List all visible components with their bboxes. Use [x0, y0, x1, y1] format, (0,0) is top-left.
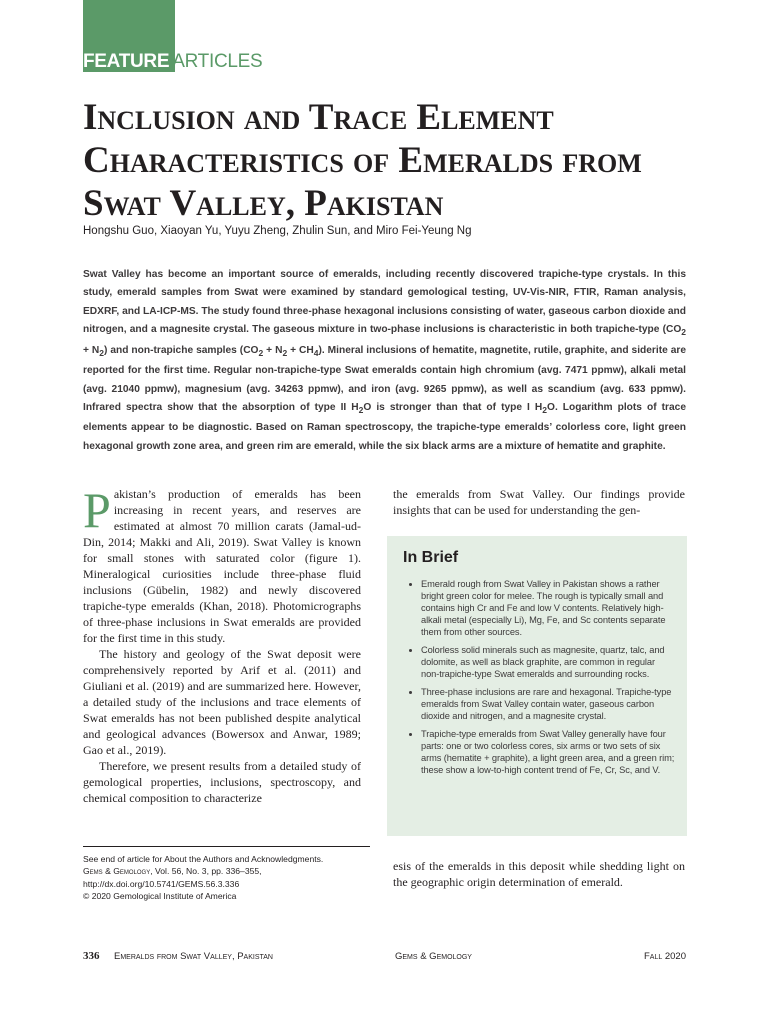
in-brief-item: • Emerald rough from Swat Valley in Pakistan shows a rather bright green color for melee. The rough is typically small and contains high Cr and Fe and low V contents. Relatively high-alkali metal (especially Li), Mg, Fe, and Sc contents separate them from other sources. [421, 578, 675, 638]
page-footer [83, 950, 686, 964]
body-paragraph: The history and geology of the Swat deposit were comprehensively reported by Arif et al. (2011) and Giuliani et al. (2019) and are summarized here. However, a detailed study of the inclusions and trace elements of Swat emeralds has not been published despite analytical and geological advances (Bowersox and Anwar, 1989; Gao et al., 2019). [83, 647, 361, 757]
body-column-right-top: the emeralds from Swat Valley. Our findings provide insights that can be used for understanding the gen- [393, 487, 685, 517]
body-column-left [83, 482, 361, 806]
in-brief-item: • Colorless solid minerals such as magnesite, quartz, talc, and dolomite, as well as black graphite, are common in regular non-trapiche-type Swat emeralds and surrounding rocks. [421, 644, 675, 680]
issue-season: Fall 2020 [643, 951, 686, 962]
drop-cap: P [83, 482, 111, 538]
footnotes [83, 853, 373, 903]
footnote-doi-link[interactable]: http://dx.doi.org/10.5741/GEMS.56.3.336 [83, 878, 240, 889]
in-brief-item: • Three-phase inclusions are rare and hexagonal. Trapiche-type emeralds from Swat Valley contain water, gaseous carbon dioxide and nitrogen, and a magnesite crystal. [421, 686, 675, 722]
in-brief-list [403, 578, 675, 776]
footnote-copyright: © 2020 Gemological Institute of America [83, 891, 237, 902]
body-paragraph: Therefore, we present results from a detailed study of gemological properties, inclusions, spectroscopy, and chemical composition to characterize [83, 759, 361, 805]
section-label-feature: FEATURE [83, 51, 170, 72]
in-brief-heading: In Brief [403, 549, 459, 566]
page-number: 336 [83, 950, 100, 962]
article-title: Inclusion and Trace Element Characteristics of Emeralds from Swat Valley, Pakistan [83, 97, 642, 224]
in-brief-box [387, 536, 687, 836]
article-authors: Hongshu Guo, Xiaoyan Yu, Yuyu Zheng, Zhulin Sun, and Miro Fei-Yeung Ng [83, 225, 472, 237]
section-label [83, 51, 262, 73]
abstract: Swat Valley has become an important source of emeralds, including recently discovered trapiche-type crystals. In this study, emerald samples from Swat were examined by standard gemological testing, UV-Vis-NIR, FTIR, Raman analysis, EDXRF, and LA-ICP-MS. The study found three-phase hexagonal inclusions consisting of water, gaseous carbon dioxide and nitrogen, and a magnesite crystal. The gaseous mixture in two-phase inclusions is characteristic in both trapiche-type $(CO_2 + N_2)$ and non-trapiche samples $(CO_2 + N_2 + CH_4)$. Mineral inclusions of hematite, magnetite, rutile, graphite, and siderite are reported for the first time. Regular non-trapiche-type Swat emeralds contain high chromium (avg. 7471 ppmw), alkali metal (avg. 21040 ppmw), magnesium (avg. 34263 ppmw), and iron (avg. 9265 ppmw), as well as scandium (avg. 633 ppmw). Infrared spectra show that the absorption of type II $H_2O$ is stronger than that of type I $H_2O$. Logarithm plots of trace elements appear to be diagnostic. Based on Raman spectroscopy, the trapiche-type emeralds’ colorless core, light green hexagonal growth zone area, and green rim are emerald, while the six black arms are a mixture of hematite and graphite. [83, 269, 687, 452]
footnote-authors: See end of article for About the Authors and Acknowledgments. [83, 854, 324, 864]
body-column-right-bottom: esis of the emeralds in this deposit while shedding light on the geographic origin determination of emerald. [393, 859, 685, 889]
in-brief-item: • Trapiche-type emeralds from Swat Valley generally have four parts: one or two colorless cores, six arms or two sets of six arms (hematite + graphite), a light green area, and a green rim; these show a low-to-high content trend of Fe, Cr, Sc, and V. [421, 728, 675, 776]
body-paragraph: Pakistan’s production of emeralds has been increasing in recent years, and reserves are estimated at almost 70 million carats (Jamal-ud-Din, 2014; Makki and Ali, 2019). Swat Valley is known for small stones with saturated color (figure 1). Mineralogical curiosities include three-phase fluid inclusions (Gübelin, 1982) and newly discovered trapiche-type emeralds (Khan, 2018). Photomicrographs of three-phase inclusions in Swat emeralds are provided for the first time in this study. [83, 482, 361, 645]
section-label-articles: ARTICLES [172, 51, 263, 72]
footnote-citation: Gems & Gemology, Vol. 56, No. 3, pp. 336–355, [83, 866, 262, 877]
footnote-divider [83, 846, 370, 847]
running-title: Emeralds from Swat Valley, Pakistan [114, 951, 273, 962]
journal-name: Gems & Gemology [395, 951, 472, 962]
